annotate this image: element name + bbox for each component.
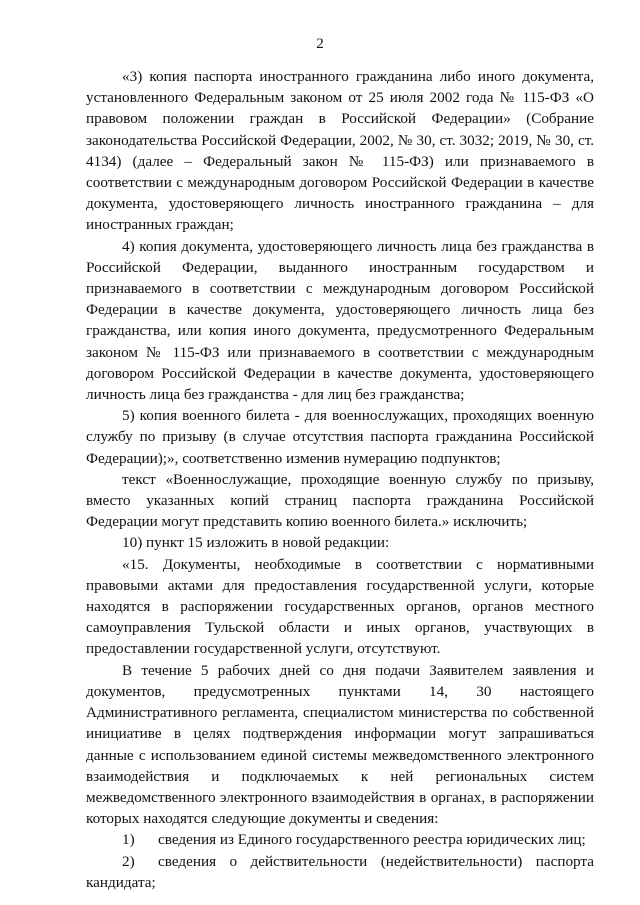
paragraph-five-days: В течение 5 рабочих дней со дня подачи Заявителем заявления и документов, предусмотренных пунктами 14, 30 настоящего Административного регламента, специалистом министерства по собственной инициативе в целях подтверждения информации могут запрашиваться данные с использованием единой системы межведомственного электронного взаимодействия и подключаемых к ней региональных систем межведомственного электронного взаимодействия в органах, в распоряжении которых находятся следующие документы и сведения: xyxy=(86,661,594,828)
paragraph-item-4: 4) копия документа, удостоверяющего личность лица без гражданства в Российской Федерации, выданного иностранным государством и признаваемого в соответствии с международным договором Российской Федерации в качестве документа, удостоверяющего личность лица без гражданства, или копия иного документа, предусмотренного Федеральным законом № 115-ФЗ или признаваемого в соответствии с международным договором Российской Федерации в качестве документа, удостоверяющего личность лица без гражданства - для лиц без гражданства; xyxy=(86,237,594,404)
list-item xyxy=(86,851,594,893)
list-item-number: 2) xyxy=(122,852,135,870)
paragraph-item-5: 5) копия военного билета - для военнослужащих, проходящих военную службу по призыву (в случае отсутствия паспорта гражданина Российской Федерации);», соответственно изменив нумерацию подпунктов; xyxy=(86,407,594,467)
list-item xyxy=(86,829,594,850)
list-item-number: 1) xyxy=(122,831,135,849)
list-item-text: сведения из Единого государственного реестра юридических лиц; xyxy=(158,831,586,849)
paragraph-clause-15: «15. Документы, необходимые в соответствии с нормативными правовыми актами для предоставления государственной услуги, которые находятся в распоряжении государственных органов, органов местного самоуправления Тульской области и иных органов, участвующих в предоставлении государственной услуги, отсутствуют. xyxy=(86,555,594,658)
paragraph-item-10: 10) пункт 15 изложить в новой редакции: xyxy=(122,534,390,552)
paragraph-item-3: «3) копия паспорта иностранного гражданина либо иного документа, установленного Федеральным законом от 25 июля 2002 года № 115-ФЗ «О правовом положении граждан в Российской Федерации» (Собрание законодательства Российской Федерации, 2002, № 30, ст. 3032; 2019, № 30, ст. 4134) (далее – Федеральный закон № 115-ФЗ) или признаваемого в соответствии с международным договором Российской Федерации в качестве документа, удостоверяющего личность иностранного гражданина – для иностранных граждан; xyxy=(86,68,594,234)
document-body xyxy=(86,66,594,893)
paragraph-text-exclusion: текст «Военнослужащие, проходящие военную службу по призыву, вместо указанных копий страниц паспорта гражданина Российской Федерации могут представить копию военного билета.» исключить; xyxy=(86,470,594,531)
page-number: 2 xyxy=(316,36,324,52)
list-item-text: сведения о действительности (недействительности) паспорта кандидата; xyxy=(86,852,594,891)
